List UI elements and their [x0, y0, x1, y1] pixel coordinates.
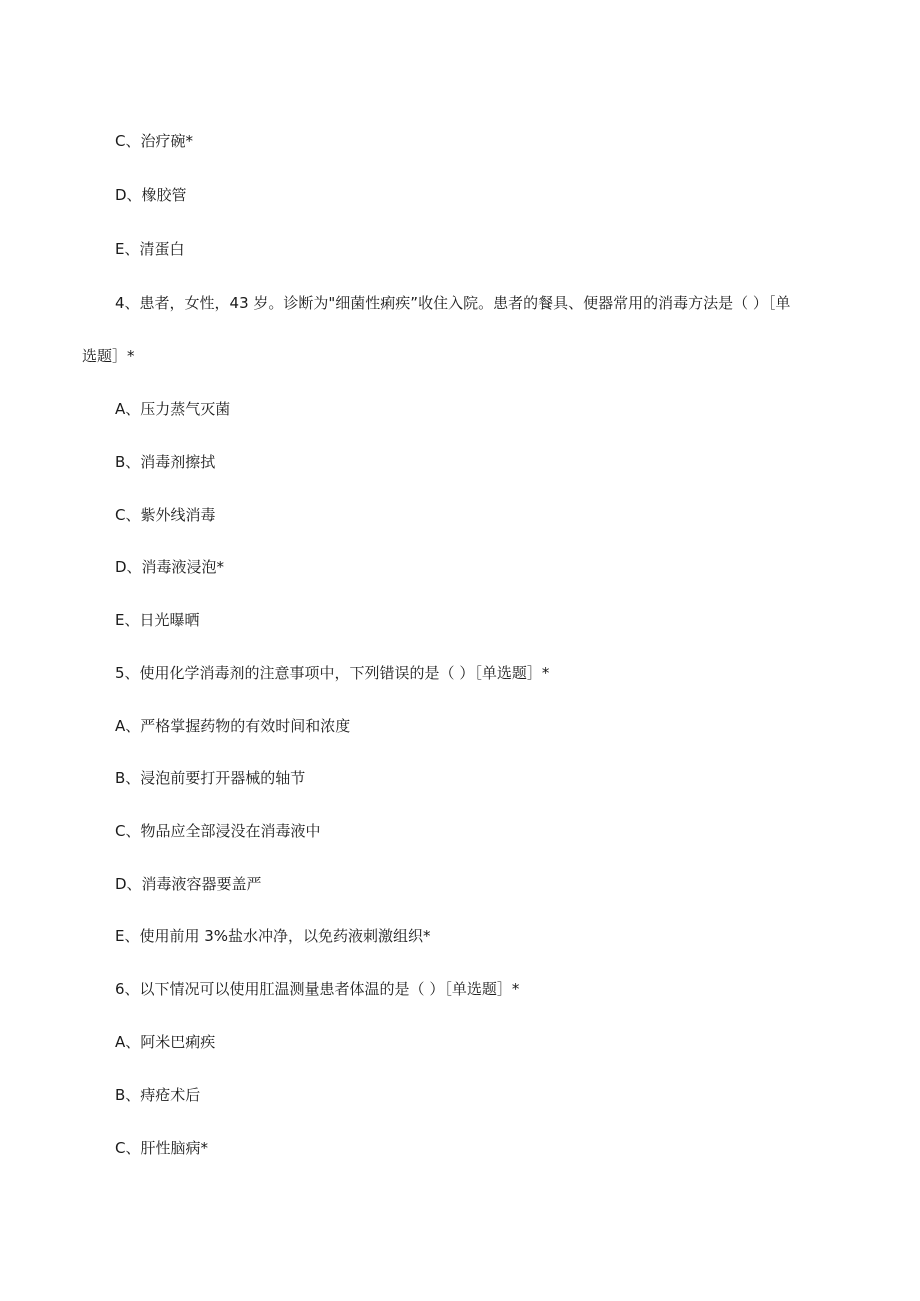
question-4-text: 4、患者，女性，43 岁。诊断为"细菌性痢疾”收住入院。患者的餐具、便器常用的消毒方法是（ ）［单	[115, 294, 791, 312]
q4-option-b: B、消毒剂擦拭	[115, 453, 216, 471]
option-c-prev: C、治疗碗*	[115, 132, 193, 150]
q4-option-a: A、压力蒸气灭菌	[115, 400, 231, 418]
q6-option-c: C、肝性脑病*	[115, 1139, 208, 1157]
q5-option-d: D、消毒液容器要盖严	[115, 875, 262, 893]
q5-option-b: B、浸泡前要打开器械的轴节	[115, 769, 306, 787]
q5-option-e: E、使用前用 3%盐水冲净，以免药液刺激组织*	[115, 927, 431, 945]
q4-option-c: C、紫外线消毒	[115, 506, 216, 524]
option-d-prev: D、橡胶管	[115, 186, 187, 204]
q5-option-a: A、严格掌握药物的有效时间和浓度	[115, 717, 351, 735]
q6-option-a: A、阿米巴痢疾	[115, 1033, 216, 1051]
q6-option-b: B、痔疮术后	[115, 1086, 201, 1104]
q4-option-d: D、消毒液浸泡*	[115, 558, 225, 576]
q4-option-e: E、日光曝晒	[115, 611, 200, 629]
question-5-text: 5、使用化学消毒剂的注意事项中，下列错误的是（ ）［单选题］*	[115, 664, 550, 682]
question-6-text: 6、以下情况可以使用肛温测量患者体温的是（ ）［单选题］*	[115, 980, 520, 998]
q5-option-c: C、物品应全部浸没在消毒液中	[115, 822, 321, 840]
option-e-prev: E、清蛋白	[115, 240, 185, 258]
question-4-text-cont: 选题］*	[82, 347, 135, 365]
